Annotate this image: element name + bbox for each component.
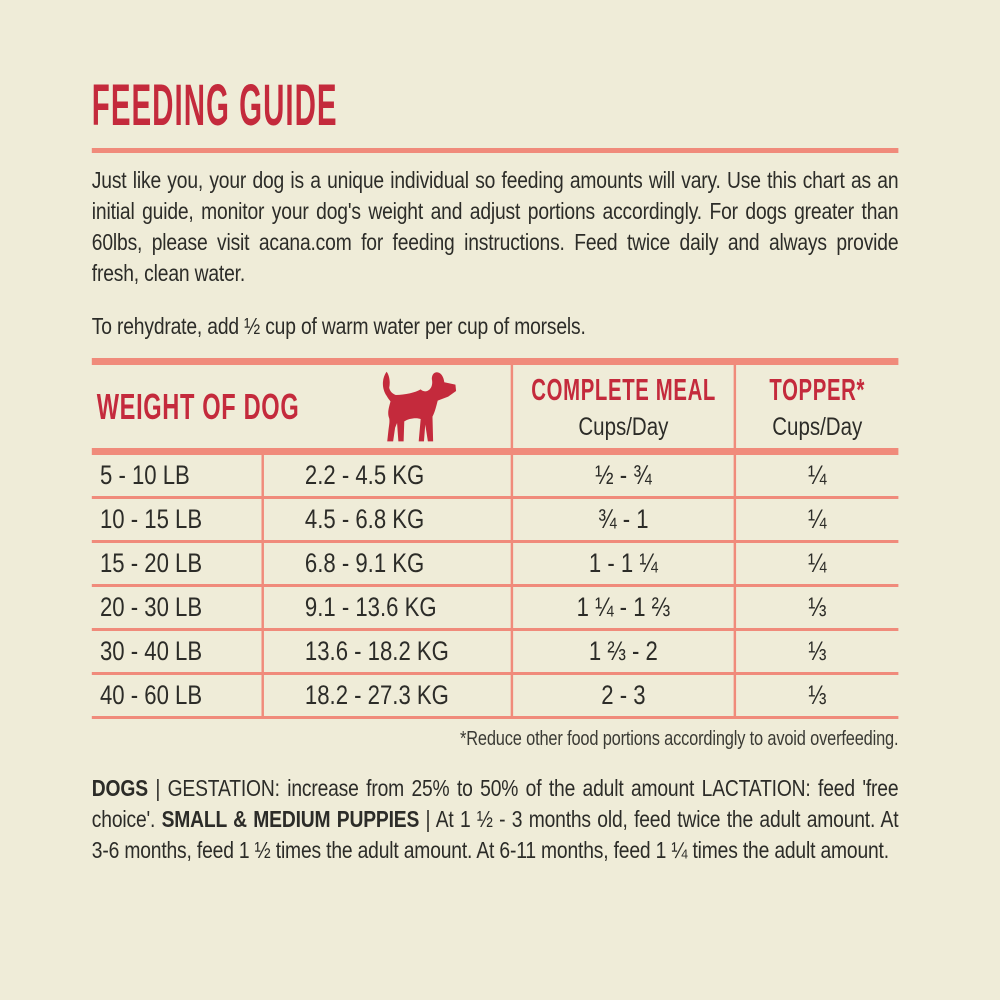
page-title <box>91 73 899 138</box>
table-row <box>92 672 899 716</box>
cell-weight-lb: 5 - 10 LB <box>100 460 190 490</box>
cell-topper: ¼ <box>734 455 899 496</box>
cell-weight-kg: 2.2 - 4.5 KG <box>261 455 510 496</box>
dog-silhouette-icon <box>373 367 470 447</box>
cell-weight-lb: 10 - 15 LB <box>100 504 203 534</box>
cell-topper: ⅓ <box>734 631 899 672</box>
cell-weight-lb: 30 - 40 LB <box>100 636 203 666</box>
table-row <box>92 540 899 584</box>
weight-of-dog-label: WEIGHT OF DOG <box>96 385 300 427</box>
cell-topper: ¼ <box>734 543 899 584</box>
feeding-footer-paragraph <box>92 773 899 866</box>
cell-weight-kg: 4.5 - 6.8 KG <box>261 499 510 540</box>
rehydrate-note: To rehydrate, add ½ cup of warm water per cup of morsels. <box>91 313 586 339</box>
cell-weight-kg: 13.6 - 18.2 KG <box>261 631 510 672</box>
topper-label: TOPPER* <box>769 371 866 407</box>
complete-meal-label: COMPLETE MEAL <box>531 371 716 407</box>
cell-complete-meal: 2 - 3 <box>511 675 734 716</box>
header-topper <box>734 365 899 448</box>
gestation-lactation-text: | GESTATION: increase from 25% to 50% of the adult amount LACTATION: feed 'free choice'. <box>91 775 899 832</box>
topper-footnote: *Reduce other food portions accordingly to avoid overfeeding. <box>460 728 899 750</box>
cell-complete-meal: ½ - ¾ <box>511 455 734 496</box>
cell-complete-meal: 1 - 1 ¼ <box>511 543 734 584</box>
cell-complete-meal: 1 ¼ - 1 ⅔ <box>511 587 734 628</box>
intro-paragraph: Just like you, your dog is a unique individual so feeding amounts will vary. Use this chart as an initial guide, monitor your dog's weight and adjust portions accordingly. For dogs greater than 60lbs, please visit acana.com for feeding instructions. Feed twice daily and always provide fresh, clean water. <box>91 167 899 286</box>
dogs-label: DOGS <box>91 775 148 801</box>
cell-weight-kg: 9.1 - 13.6 KG <box>261 587 510 628</box>
cell-weight-lb: 40 - 60 LB <box>100 680 203 710</box>
feeding-table <box>92 358 899 719</box>
topper-unit: Cups/Day <box>772 412 863 441</box>
cell-weight-kg: 6.8 - 9.1 KG <box>261 543 510 584</box>
puppies-text: | At 1 ½ - 3 months old, feed twice the adult amount. At 3-6 months, feed 1 ½ times the adult amount. At 6-11 months, feed 1 ¼ times the adult amount. <box>91 806 899 863</box>
cell-topper: ⅓ <box>734 675 899 716</box>
header-weight-of-dog <box>92 365 511 448</box>
cell-weight-lb: 15 - 20 LB <box>100 548 203 578</box>
feeding-table-header <box>92 365 899 455</box>
cell-weight-lb: 20 - 30 LB <box>100 592 203 622</box>
title-divider <box>92 148 899 153</box>
cell-weight-kg: 18.2 - 27.3 KG <box>261 675 510 716</box>
table-row <box>92 628 899 672</box>
puppies-label: SMALL & MEDIUM PUPPIES <box>161 806 420 832</box>
table-row <box>92 496 899 540</box>
cell-complete-meal: ¾ - 1 <box>511 499 734 540</box>
page-title-text: FEEDING GUIDE <box>91 73 338 138</box>
table-row <box>92 584 899 628</box>
cell-topper: ¼ <box>734 499 899 540</box>
cell-complete-meal: 1 ⅔ - 2 <box>511 631 734 672</box>
header-complete-meal <box>511 365 734 448</box>
cell-topper: ⅓ <box>734 587 899 628</box>
complete-meal-unit: Cups/Day <box>578 412 669 441</box>
table-row <box>92 455 899 496</box>
